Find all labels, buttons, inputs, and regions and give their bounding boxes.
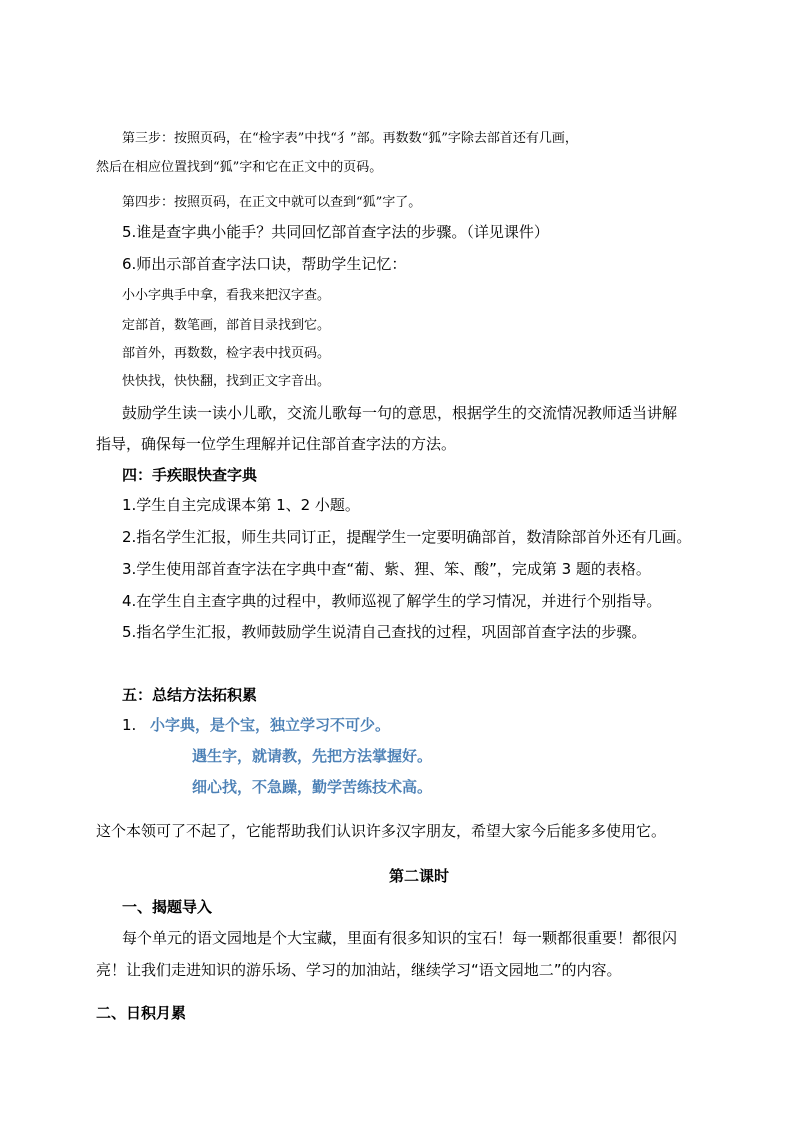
lesson2-section1: 一、揭题导入	[122, 898, 213, 916]
encourage-line2: 指导，确保每一位学生理解并记住部首查字法的方法。	[96, 435, 457, 453]
summary: 这个本领可了不起了，它能帮助我们认识许多汉字朋友，希望大家今后能多多使用它。	[96, 822, 667, 840]
section4-title: 四：手疾眼快查字典	[122, 466, 258, 484]
section4-item: 3.学生使用部首查字法在字典中查“葡、紫、狸、笨、酸”，完成第 3 题的表格。	[122, 560, 651, 578]
step3-line1: 第三步：按照页码，在“检字表”中找“犭”部。再数数“狐”字除去部首还有几画，	[122, 131, 578, 146]
section4-item: 5.指名学生汇报，教师鼓励学生说清自己查找的过程，巩固部首查字法的步骤。	[122, 623, 647, 641]
item-5: 5.谁是查字典小能手？共同回忆部首查字法的步骤。（详见课件）	[122, 223, 549, 241]
rhyme-line: 部首外，再数数，检字表中找页码。	[122, 346, 331, 361]
section4-item: 4.在学生自主查字典的过程中，教师巡视了解学生的学习情况，并进行个别指导。	[122, 592, 662, 610]
step3-line2: 然后在相应位置找到“狐”字和它在正文中的页码。	[96, 160, 383, 175]
encourage-line1: 鼓励学生读一读小儿歌，交流儿歌每一句的意思，根据学生的交流情况教师适当讲解	[122, 404, 678, 422]
rhyme-line: 定部首，数笔画，部首目录找到它。	[122, 318, 331, 333]
poem-line: 小字典，是个宝，独立学习不可少。	[150, 716, 391, 734]
lesson2-section2: 二、日积月累	[96, 1004, 187, 1022]
rhyme-line: 快快找，快快翻，找到正文字音出。	[122, 374, 331, 389]
section5-title: 五：总结方法拓积累	[122, 686, 258, 704]
item-6: 6.师出示部首查字法口诀，帮助学生记忆：	[122, 255, 407, 273]
section4-item: 2.指名学生汇报，师生共同订正，提醒学生一定要明确部首，数清除部首外还有几画。	[122, 528, 692, 546]
section4-item: 1.学生自主完成课本第 1、2 小题。	[122, 496, 360, 514]
poem-line: 细心找，不急躁，勤学苦练技术高。	[192, 778, 433, 796]
lesson2-intro-line2: 亮！让我们走进知识的游乐场、学习的加油站，继续学习“语文园地二”的内容。	[96, 961, 622, 979]
lesson2-title: 第二课时	[389, 867, 450, 885]
poem-line: 遇生字，就请教，先把方法掌握好。	[192, 747, 433, 765]
step4: 第四步：按照页码，在正文中就可以查到“狐”字了。	[122, 195, 422, 210]
rhyme-line: 小小字典手中拿，看我来把汉字查。	[122, 288, 331, 303]
lesson2-intro-line1: 每个单元的语文园地是个大宝藏，里面有很多知识的宝石！每一颗都很重要！都很闪	[122, 929, 678, 947]
poem-number: 1.	[122, 716, 137, 734]
